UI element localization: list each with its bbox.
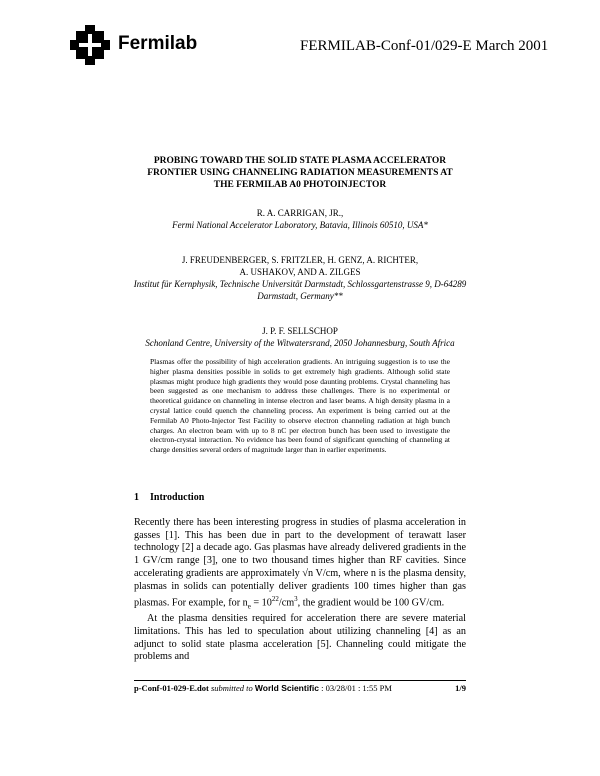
section-heading bbox=[134, 492, 204, 503]
page-footer bbox=[134, 683, 466, 693]
title-line: PROBING TOWARD THE SOLID STATE PLASMA ACCELERATOR bbox=[153, 156, 447, 166]
fermilab-logo-icon bbox=[70, 25, 110, 65]
footer-info: p-Conf-01-029-E.dot submitted to World Scientific : 03/28/01 : 1:55 PM bbox=[134, 683, 392, 693]
author-names: R. A. CARRIGAN, JR., bbox=[256, 208, 344, 218]
author-names: J. FREUDENBERGER, S. FRITZLER, H. GENZ, A. RICHTER, bbox=[181, 255, 419, 265]
author-block-3 bbox=[100, 325, 500, 349]
author-block-2 bbox=[100, 254, 500, 302]
section-title: Introduction bbox=[150, 492, 205, 503]
abstract: Plasmas offer the possibility of high acceleration gradients. An intriguing suggestion is to use the higher plasma densities possible in solids to get extremely high gradients. Although solid state plasmas might produce high gradients they would pose daunting problems. Crystal channeling has been suggested as one mechanism to address these challenges. There is no experimental or theoretical guidance on channeling in intense electron and laser beams. A high density plasma in a crystal lattice could quench the channeling process. An experiment is being carried out at the Fermilab A0 Photo-Injector Test Facility to observe electron channeling radiation at high bunch charges. An electron beam with up to 8 nC per electron bunch has been used to investigate the electron-crystal interaction. No evidence has been found of significant quenching of channeling at charge densities several orders of magnitude larger than in earlier experiments. bbox=[150, 357, 450, 455]
body-text bbox=[134, 517, 466, 664]
paragraph: Recently there has been interesting progress in studies of plasma acceleration in gasses [1]. This has been due in part to the development of terawatt laser technology [2] a decade ago. Gas plasmas have already delivered gradients in the 1 GV/cm range [3], one to two thousand times higher than RF cavities. Since accelerating gradients are approximately √n V/cm, where n is the plasma density, plasmas in solids can potentially deliver gradients 100 times higher than gas plasmas. For example, for $n_e = 10^{22}/cm^3$, the gradient would be 100 GV/cm. bbox=[134, 517, 466, 611]
document-id: FERMILAB-Conf-01/029-E March 2001 bbox=[300, 38, 549, 54]
author-names: J. P. F. SELLSCHOP bbox=[262, 326, 338, 336]
author-affiliation: Schonland Centre, University of the Witwatersrand, 2050 Johannesburg, South Africa bbox=[145, 338, 455, 348]
section-number: 1 bbox=[134, 492, 139, 503]
author-affiliation: Institut für Kernphysik, Technische Universität Darmstadt, Schlossgartenstrasse 9, D-64289 bbox=[133, 279, 467, 289]
footer-divider bbox=[134, 680, 466, 681]
paper-title bbox=[120, 155, 480, 191]
brand-name: Fermilab bbox=[118, 33, 198, 54]
author-names: A. USHAKOV, AND A. ZILGES bbox=[239, 267, 361, 277]
author-affiliation: Darmstadt, Germany** bbox=[257, 291, 343, 301]
page-number: 1/9 bbox=[455, 683, 466, 693]
title-line: FRONTIER USING CHANNELING RADIATION MEASUREMENTS AT bbox=[147, 168, 453, 178]
author-affiliation: Fermi National Accelerator Laboratory, Batavia, Illinois 60510, USA* bbox=[172, 220, 428, 230]
title-line: THE FERMILAB A0 PHOTOINJECTOR bbox=[213, 180, 387, 190]
author-block-1 bbox=[100, 207, 500, 231]
paragraph: At the plasma densities required for acceleration there are severe material limitations. This has led to speculation about utilizing channeling [4] as an adjunct to solid state plasma acceleration [5]. Channeling could mitigate the problems and bbox=[134, 613, 466, 663]
